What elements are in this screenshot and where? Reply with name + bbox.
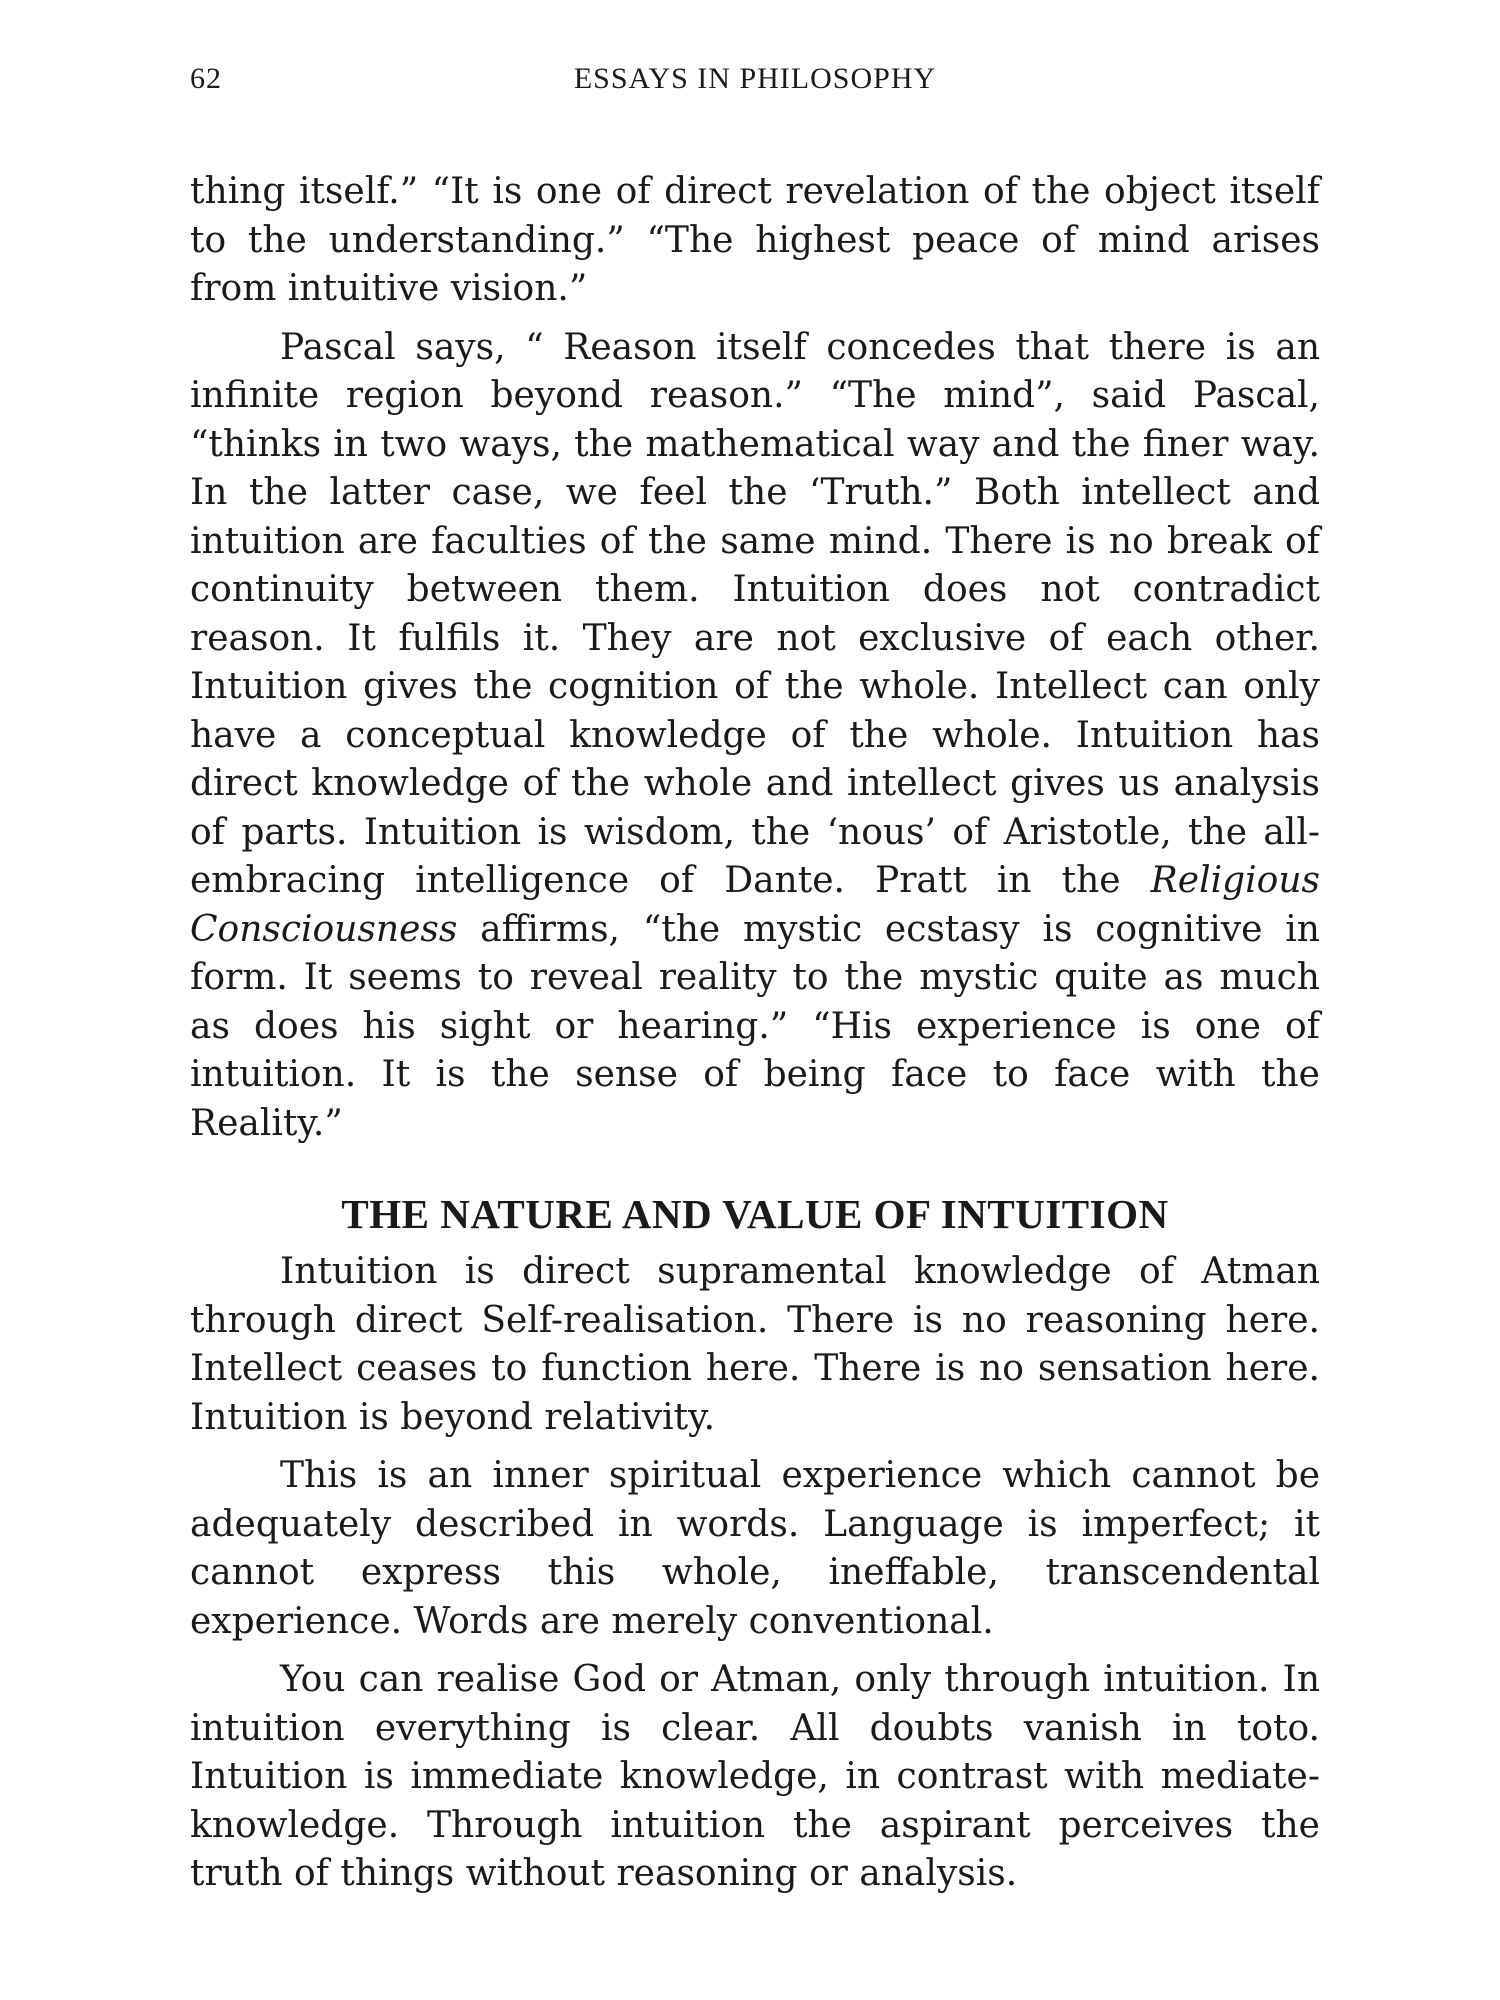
paragraph-continued: thing itself.” “It is one of direct revelation of the object itself to the understanding.” “The highest peace of mind arises from intuitive vision.” [190,171,1320,309]
paragraph-inner-experience: This is an inner spiritual experience which cannot be adequately described in words. Language is imperfect; it cannot express this whole, ineffable, transcendental experience. Words are merely conventional. [190,1455,1320,1642]
book-title: ESSAYS IN PHILOSOPHY [573,62,937,95]
running-head [190,62,1320,102]
paragraph-pascal-text-end: affirms, “the mystic ecstasy is cognitive in form. It seems to reveal reality to the mystic quite as much as does his sight or hearing.” “His experience is one of intuition. It is the sense of being face to face with the Reality.” [190,908,1320,1144]
page-number: 62 [190,62,222,95]
paragraph-pascal-text: Pascal says, “ Reason itself concedes that there is an infinite region beyond reason.” “The mind”, said Pascal, “thinks in two ways, the mathematical way and the finer way. In the latter case, we feel the ‘Truth.” Both intellect and intuition are faculties of the same mind. There is no break of continuity between them. Intuition does not contradict reason. It fulfils it. They are not exclusive of each other. Intuition gives the cognition of the whole. Intellect can only have a conceptual knowledge of the whole. Intuition has direct knowledge of the whole and intellect gives us analysis of parts. Intuition is wisdom, the ‘nous’ of Aristotle, the all-embracing intelligence of Dante. Pratt in the [190,326,1320,901]
paragraph-realise-god: You can realise God or Atman, only through intuition. In intuition everything is clear. All doubts vanish in toto. Intuition is immediate knowledge, in contrast with mediate-knowledge. Through intuition the aspirant perceives the truth of things without reasoning or analysis. [190,1659,1320,1894]
paragraph-pascal [190,324,1320,1149]
section-heading: THE NATURE AND VALUE OF INTUITION [341,1191,1169,1237]
body-text [190,168,1320,1909]
paragraph-intuition-definition: Intuition is direct supramental knowledge of Atman through direct Self-realisation. There is no reasoning here. Intellect ceases to function here. There is no sensation here. Intuition is beyond relativity. [190,1251,1320,1438]
book-title-italic: Religious Consciousness [190,860,1320,950]
